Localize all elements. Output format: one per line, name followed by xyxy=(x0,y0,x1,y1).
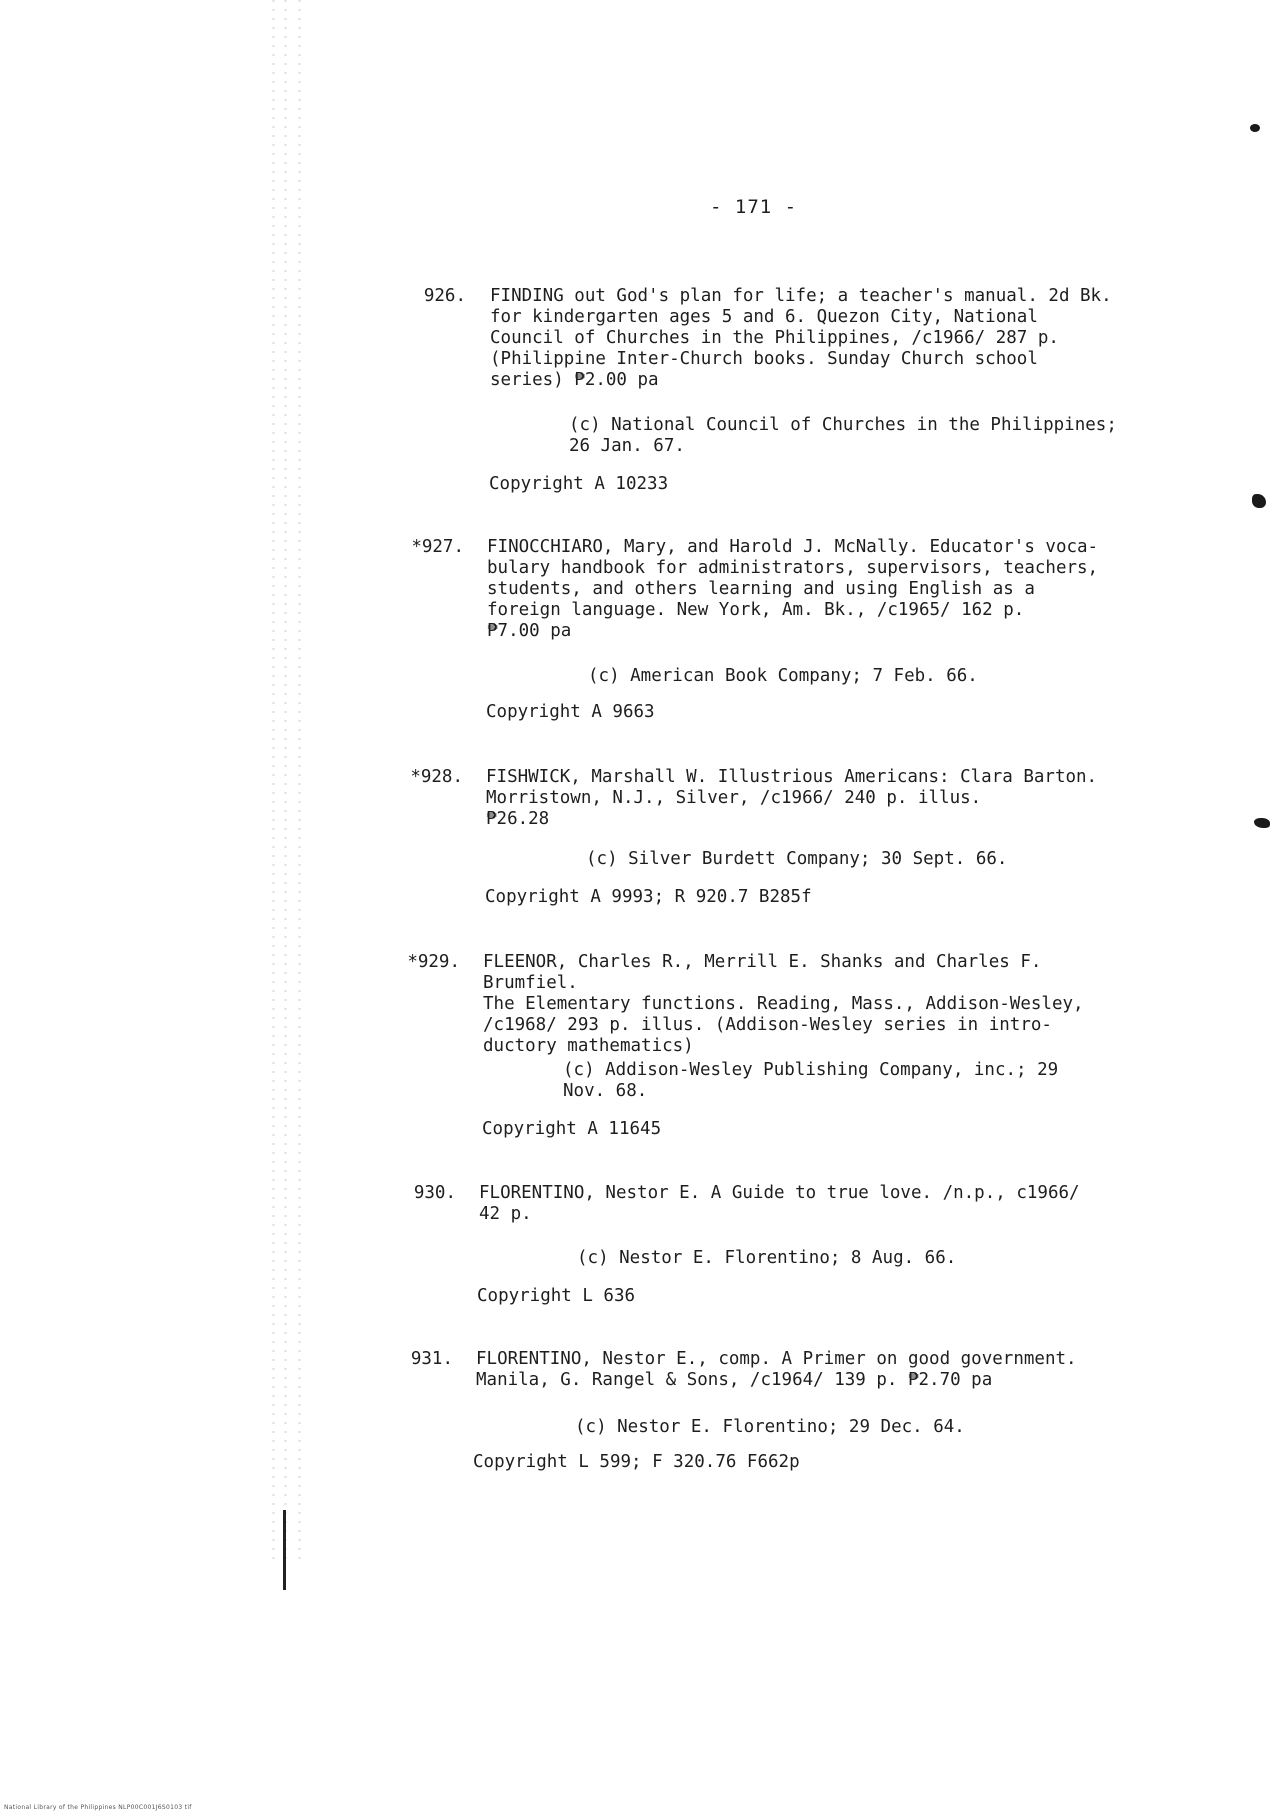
entry-copyright-claim: (c) American Book Company; 7 Feb. 66. xyxy=(588,666,978,686)
entry-copyright-number: Copyright A 9993; R 920.7 B285f xyxy=(485,887,812,907)
entry-number: *928. xyxy=(410,767,463,787)
ink-blot xyxy=(1254,818,1270,828)
entry-citation: FINDING out God's plan for life; a teacher's manual. 2d Bk. for kindergarten ages 5 and 6. Quezon City, National Council of Churches in the Philippines, /c1966/ 287 p. (Philippine Inter-Church books. Sunday Church school series) ₱2.00 pa xyxy=(490,286,1112,390)
entry-copyright-number: Copyright A 11645 xyxy=(482,1119,662,1139)
entry-copyright-number: Copyright A 10233 xyxy=(489,474,669,494)
entry-number: *927. xyxy=(411,537,464,557)
entry-citation: FINOCCHIARO, Mary, and Harold J. McNally. Educator's voca- bulary handbook for administrators, supervisors, teachers, students, and others learning and using English as a foreign language. New York, Am. Bk., /c1965/ 162 p. ₱7.00 pa xyxy=(487,537,1099,641)
entry-number: 931. xyxy=(410,1349,453,1369)
page-number: - 171 - xyxy=(710,196,798,218)
entry-number: *929. xyxy=(407,952,460,972)
entry-citation: FLEENOR, Charles R., Merrill E. Shanks and Charles F. Brumfiel. The Elementary functions. Reading, Mass., Addison-Wesley, /c1968/ 293 p. illus. (Addison-Wesley series in intro- ductory mathematics) xyxy=(483,952,1084,1056)
entry-copyright-number: Copyright A 9663 xyxy=(486,702,655,722)
entry-number: 930. xyxy=(413,1183,456,1203)
entry-number: 926. xyxy=(423,286,466,306)
entry-copyright-claim: (c) Nestor E. Florentino; 29 Dec. 64. xyxy=(575,1417,965,1437)
entry-copyright-number: Copyright L 599; F 320.76 F662p xyxy=(473,1452,800,1472)
entry-citation: FLORENTINO, Nestor E., comp. A Primer on good government. Manila, G. Rangel & Sons, /c1964/ 139 p. ₱2.70 pa xyxy=(476,1349,1077,1390)
entry-copyright-claim: (c) National Council of Churches in the Philippines; 26 Jan. 67. xyxy=(569,415,1117,456)
entry-copyright-claim: (c) Silver Burdett Company; 30 Sept. 66. xyxy=(586,849,1008,869)
scan-edge-mark xyxy=(283,1510,286,1590)
ink-blot xyxy=(1252,494,1266,508)
entry-citation: FISHWICK, Marshall W. Illustrious Americans: Clara Barton. Morristown, N.J., Silver, /c1966/ 240 p. illus. ₱26.28 xyxy=(486,767,1098,829)
entry-copyright-claim: (c) Nestor E. Florentino; 8 Aug. 66. xyxy=(577,1248,957,1268)
entry-copyright-number: Copyright L 636 xyxy=(477,1286,636,1306)
ink-blot xyxy=(1250,124,1260,132)
scan-edge-artifact xyxy=(272,0,312,1560)
entry-copyright-claim: (c) Addison-Wesley Publishing Company, inc.; 29 Nov. 68. xyxy=(563,1060,1059,1101)
scan-footer: National Library of the Philippines NLP00C001J6S0103 tif xyxy=(4,1804,192,1811)
entry-citation: FLORENTINO, Nestor E. A Guide to true love. /n.p., c1966/ 42 p. xyxy=(479,1183,1080,1224)
